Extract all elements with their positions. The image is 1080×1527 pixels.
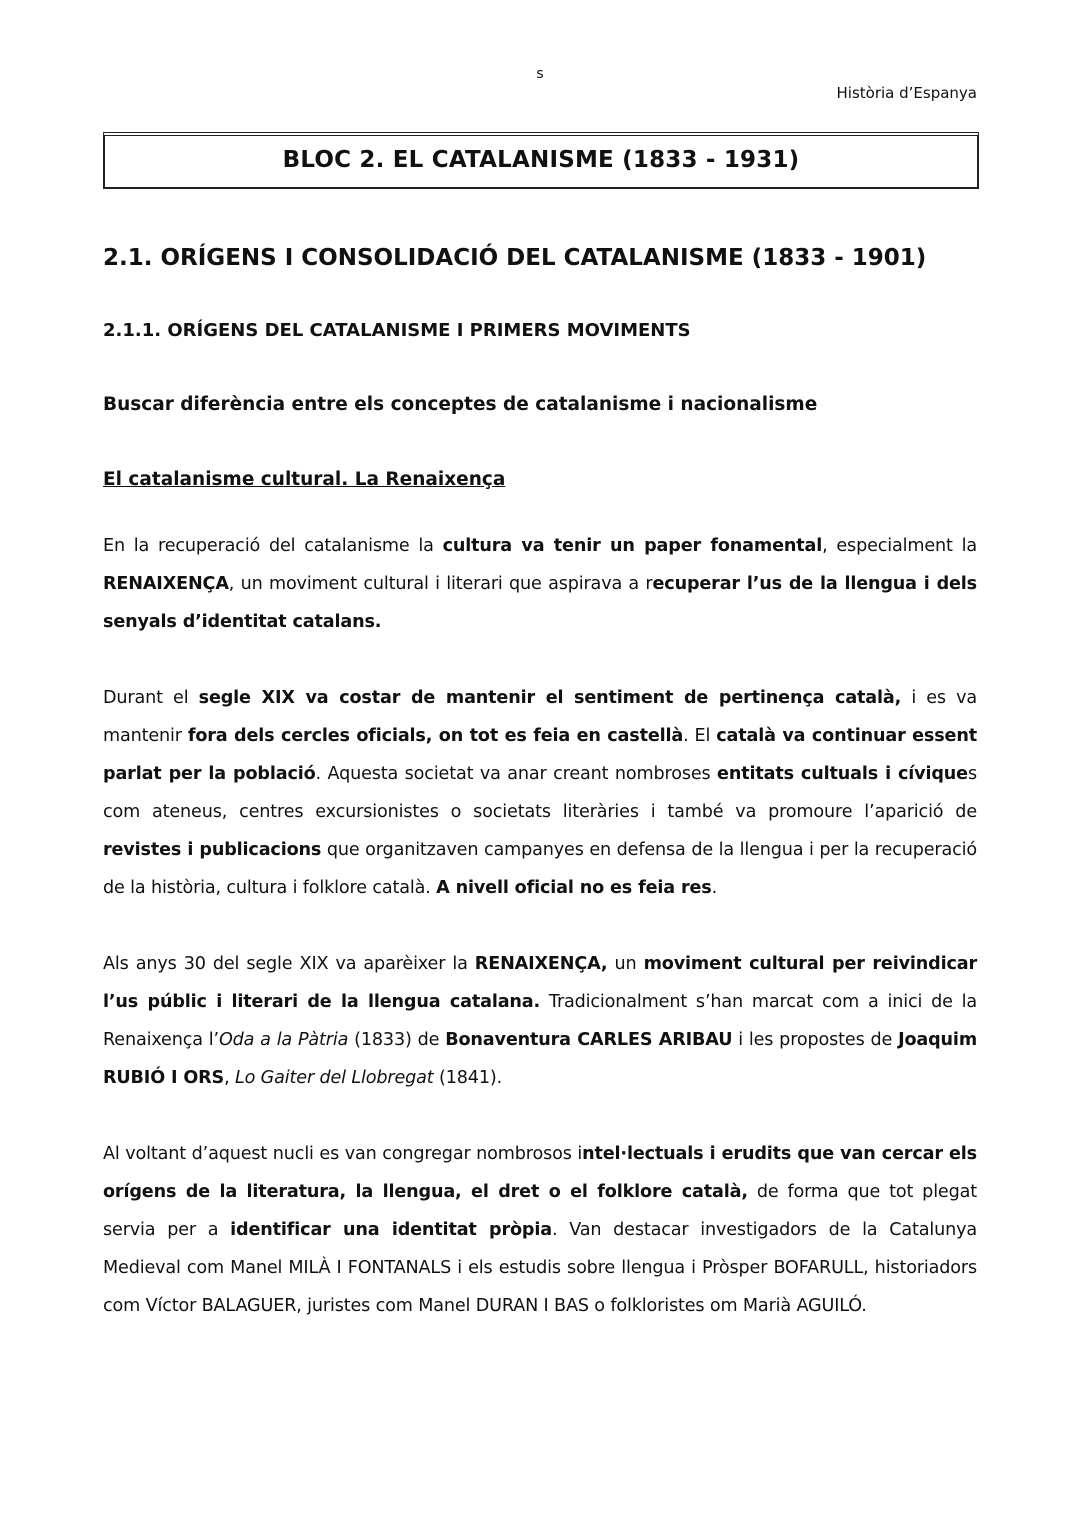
page-marker: s xyxy=(536,66,544,82)
text-run: , un moviment cultural i literari que aspirava a r xyxy=(228,574,653,594)
bold-text: RENAIXENÇA xyxy=(103,574,229,594)
bold-text: ecuperar l’us de la llengua i dels senyals d’identitat catalans. xyxy=(103,574,977,632)
paragraph xyxy=(103,679,977,907)
bloc-title-box xyxy=(103,132,979,189)
bold-text: Bonaventura CARLES ARIBAU xyxy=(445,1030,733,1050)
text-run: (1841). xyxy=(433,1068,503,1088)
bold-text: identificar una identitat pròpia xyxy=(230,1220,552,1240)
text-run: En la recuperació del catalanisme la xyxy=(103,536,443,556)
paragraph xyxy=(103,1135,977,1325)
text-run: s com ateneus, centres excursionistes o societats literàries i també va promoure l’aparició de xyxy=(103,764,977,822)
document-body xyxy=(103,238,977,1325)
text-run: i es va mantenir xyxy=(103,688,977,746)
bloc-title: BLOC 2. EL CATALANISME (1833 - 1931) xyxy=(282,147,800,173)
italic-text: Lo Gaiter del Llobregat xyxy=(234,1068,434,1088)
task-prompt: Buscar diferència entre els conceptes de catalanisme i nacionalisme xyxy=(103,394,818,415)
italic-text: Oda a la Pàtria xyxy=(218,1030,349,1050)
bold-text: català va continuar essent parlat per la població xyxy=(103,726,977,784)
text-run: Tradicionalment s’han marcat com a inici de la Renaixença l’ xyxy=(103,992,978,1050)
bold-text: fora dels cercles oficials, on tot es feia en castellà xyxy=(187,726,684,746)
text-run: que organitzaven campanyes en defensa de la llengua i per la recuperació de la història, cultura i folklore català. xyxy=(103,840,977,898)
text-run: Al voltant d’aquest nucli es van congregar nombrosos i xyxy=(103,1144,583,1164)
subsection-heading: 2.1.1. ORÍGENS DEL CATALANISME I PRIMERS MOVIMENTS xyxy=(103,320,691,341)
running-header: Història d’Espanya xyxy=(836,84,977,102)
paragraph xyxy=(103,945,977,1097)
bold-text: ntel·lectuals i erudits que van cercar els orígens de la literatura, la llengua, el dret o el folklore català, xyxy=(103,1144,977,1202)
bold-text: Joaquim RUBIÓ I ORS xyxy=(103,1030,978,1088)
text-run: . xyxy=(711,878,718,898)
text-run: un xyxy=(607,954,644,974)
paragraph xyxy=(103,527,977,641)
bold-text: A nivell oficial no es feia res xyxy=(436,878,712,898)
text-run: , especialment la xyxy=(822,536,978,556)
text-run: , xyxy=(224,1068,235,1088)
text-run: Durant el xyxy=(103,688,199,708)
text-run: (1833) de xyxy=(348,1030,446,1050)
bold-text: segle XIX va costar de mantenir el sentiment de pertinença català, xyxy=(198,688,902,708)
bold-text: cultura va tenir un paper fonamental xyxy=(442,536,823,556)
text-run: . Aquesta societat va anar creant nombroses xyxy=(315,764,718,784)
bold-text: RENAIXENÇA, xyxy=(474,954,608,974)
section-heading: 2.1. ORÍGENS I CONSOLIDACIÓ DEL CATALANISME (1833 - 1901) xyxy=(103,245,927,271)
text-run: Als anys 30 del segle XIX va aparèixer la xyxy=(103,954,475,974)
bold-text: moviment cultural per reivindicar l’us públic i literari de la llengua catalana. xyxy=(103,954,978,1012)
bold-text: revistes i publicacions xyxy=(103,840,322,860)
subheading: El catalanisme cultural. La Renaixença xyxy=(103,469,506,490)
text-run: de forma que tot plegat servia per a xyxy=(103,1182,977,1240)
text-run: . Van destacar investigadors de la Catalunya Medieval com Manel MILÀ I FONTANALS i els estudis sobre llengua i Pròsper BOFARULL, historiadors com Víctor BALAGUER, juristes com Manel DURAN I BAS o folkloristes om Marià AGUILÓ. xyxy=(103,1220,977,1316)
text-run: . El xyxy=(683,726,717,746)
bold-text: entitats cultuals i cívique xyxy=(717,764,968,784)
text-run: i les propostes de xyxy=(732,1030,899,1050)
